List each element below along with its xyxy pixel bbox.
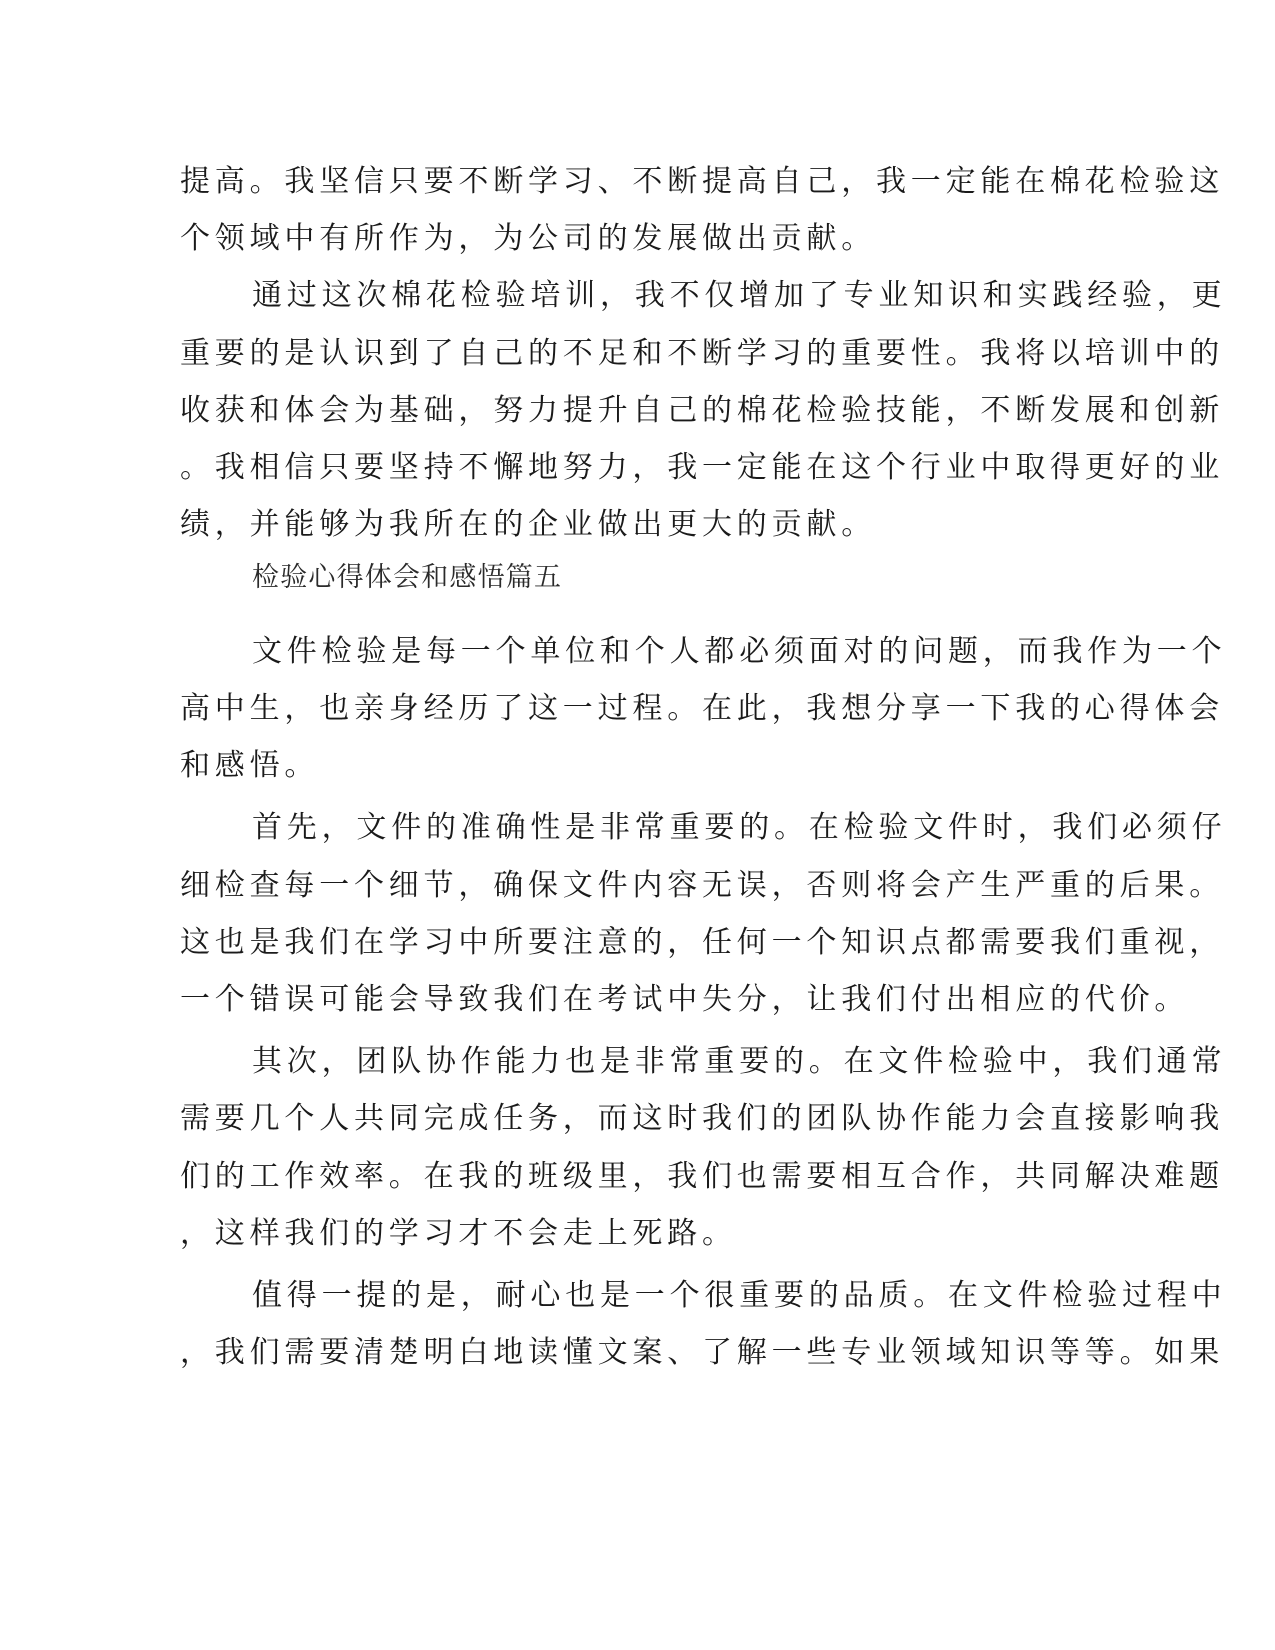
paragraph-line: 其次，团队协作能力也是非常重要的。在文件检验中，我们通常 bbox=[252, 1044, 1227, 1079]
paragraph-line: 通过这次棉花检验培训，我不仅增加了专业知识和实践经验，更 bbox=[252, 278, 1227, 313]
paragraph-line: 值得一提的是，耐心也是一个很重要的品质。在文件检验过程中 bbox=[252, 1278, 1227, 1313]
paragraph-line: 们的工作效率。在我的班级里，我们也需要相互合作，共同解决难题 bbox=[180, 1159, 1224, 1194]
paragraph-line: 细检查每一个细节，确保文件内容无误，否则将会产生严重的后果。 bbox=[180, 868, 1224, 903]
paragraph-line: 重要的是认识到了自己的不足和不断学习的重要性。我将以培训中的 bbox=[180, 336, 1224, 371]
paragraph-line: 提高。我坚信只要不断学习、不断提高自己，我一定能在棉花检验这 bbox=[180, 164, 1224, 199]
paragraph-line: ，这样我们的学习才不会走上死路。 bbox=[180, 1216, 737, 1251]
paragraph-line: 个领域中有所作为，为公司的发展做出贡献。 bbox=[180, 221, 876, 256]
paragraph-line: 绩，并能够为我所在的企业做出更大的贡献。 bbox=[180, 507, 876, 542]
paragraph-line: 这也是我们在学习中所要注意的，任何一个知识点都需要我们重视， bbox=[180, 925, 1224, 960]
paragraph-line: 高中生，也亲身经历了这一过程。在此，我想分享一下我的心得体会 bbox=[180, 691, 1224, 726]
paragraph-line: 文件检验是每一个单位和个人都必须面对的问题，而我作为一个 bbox=[252, 634, 1227, 669]
paragraph-line: 收获和体会为基础，努力提升自己的棉花检验技能，不断发展和创新 bbox=[180, 393, 1224, 428]
paragraph-line: 和感悟。 bbox=[180, 748, 320, 783]
paragraph-line: 一个错误可能会导致我们在考试中失分，让我们付出相应的代价。 bbox=[180, 982, 1190, 1017]
paragraph-line: 。我相信只要坚持不懈地努力，我一定能在这个行业中取得更好的业 bbox=[180, 450, 1224, 485]
paragraph-line: 首先，文件的准确性是非常重要的。在检验文件时，我们必须仔 bbox=[252, 810, 1227, 845]
section-heading: 检验心得体会和感悟篇五 bbox=[252, 562, 563, 593]
paragraph-line: 需要几个人共同完成任务，而这时我们的团队协作能力会直接影响我 bbox=[180, 1101, 1224, 1136]
paragraph-line: ，我们需要清楚明白地读懂文案、了解一些专业领域知识等等。如果 bbox=[180, 1335, 1224, 1370]
